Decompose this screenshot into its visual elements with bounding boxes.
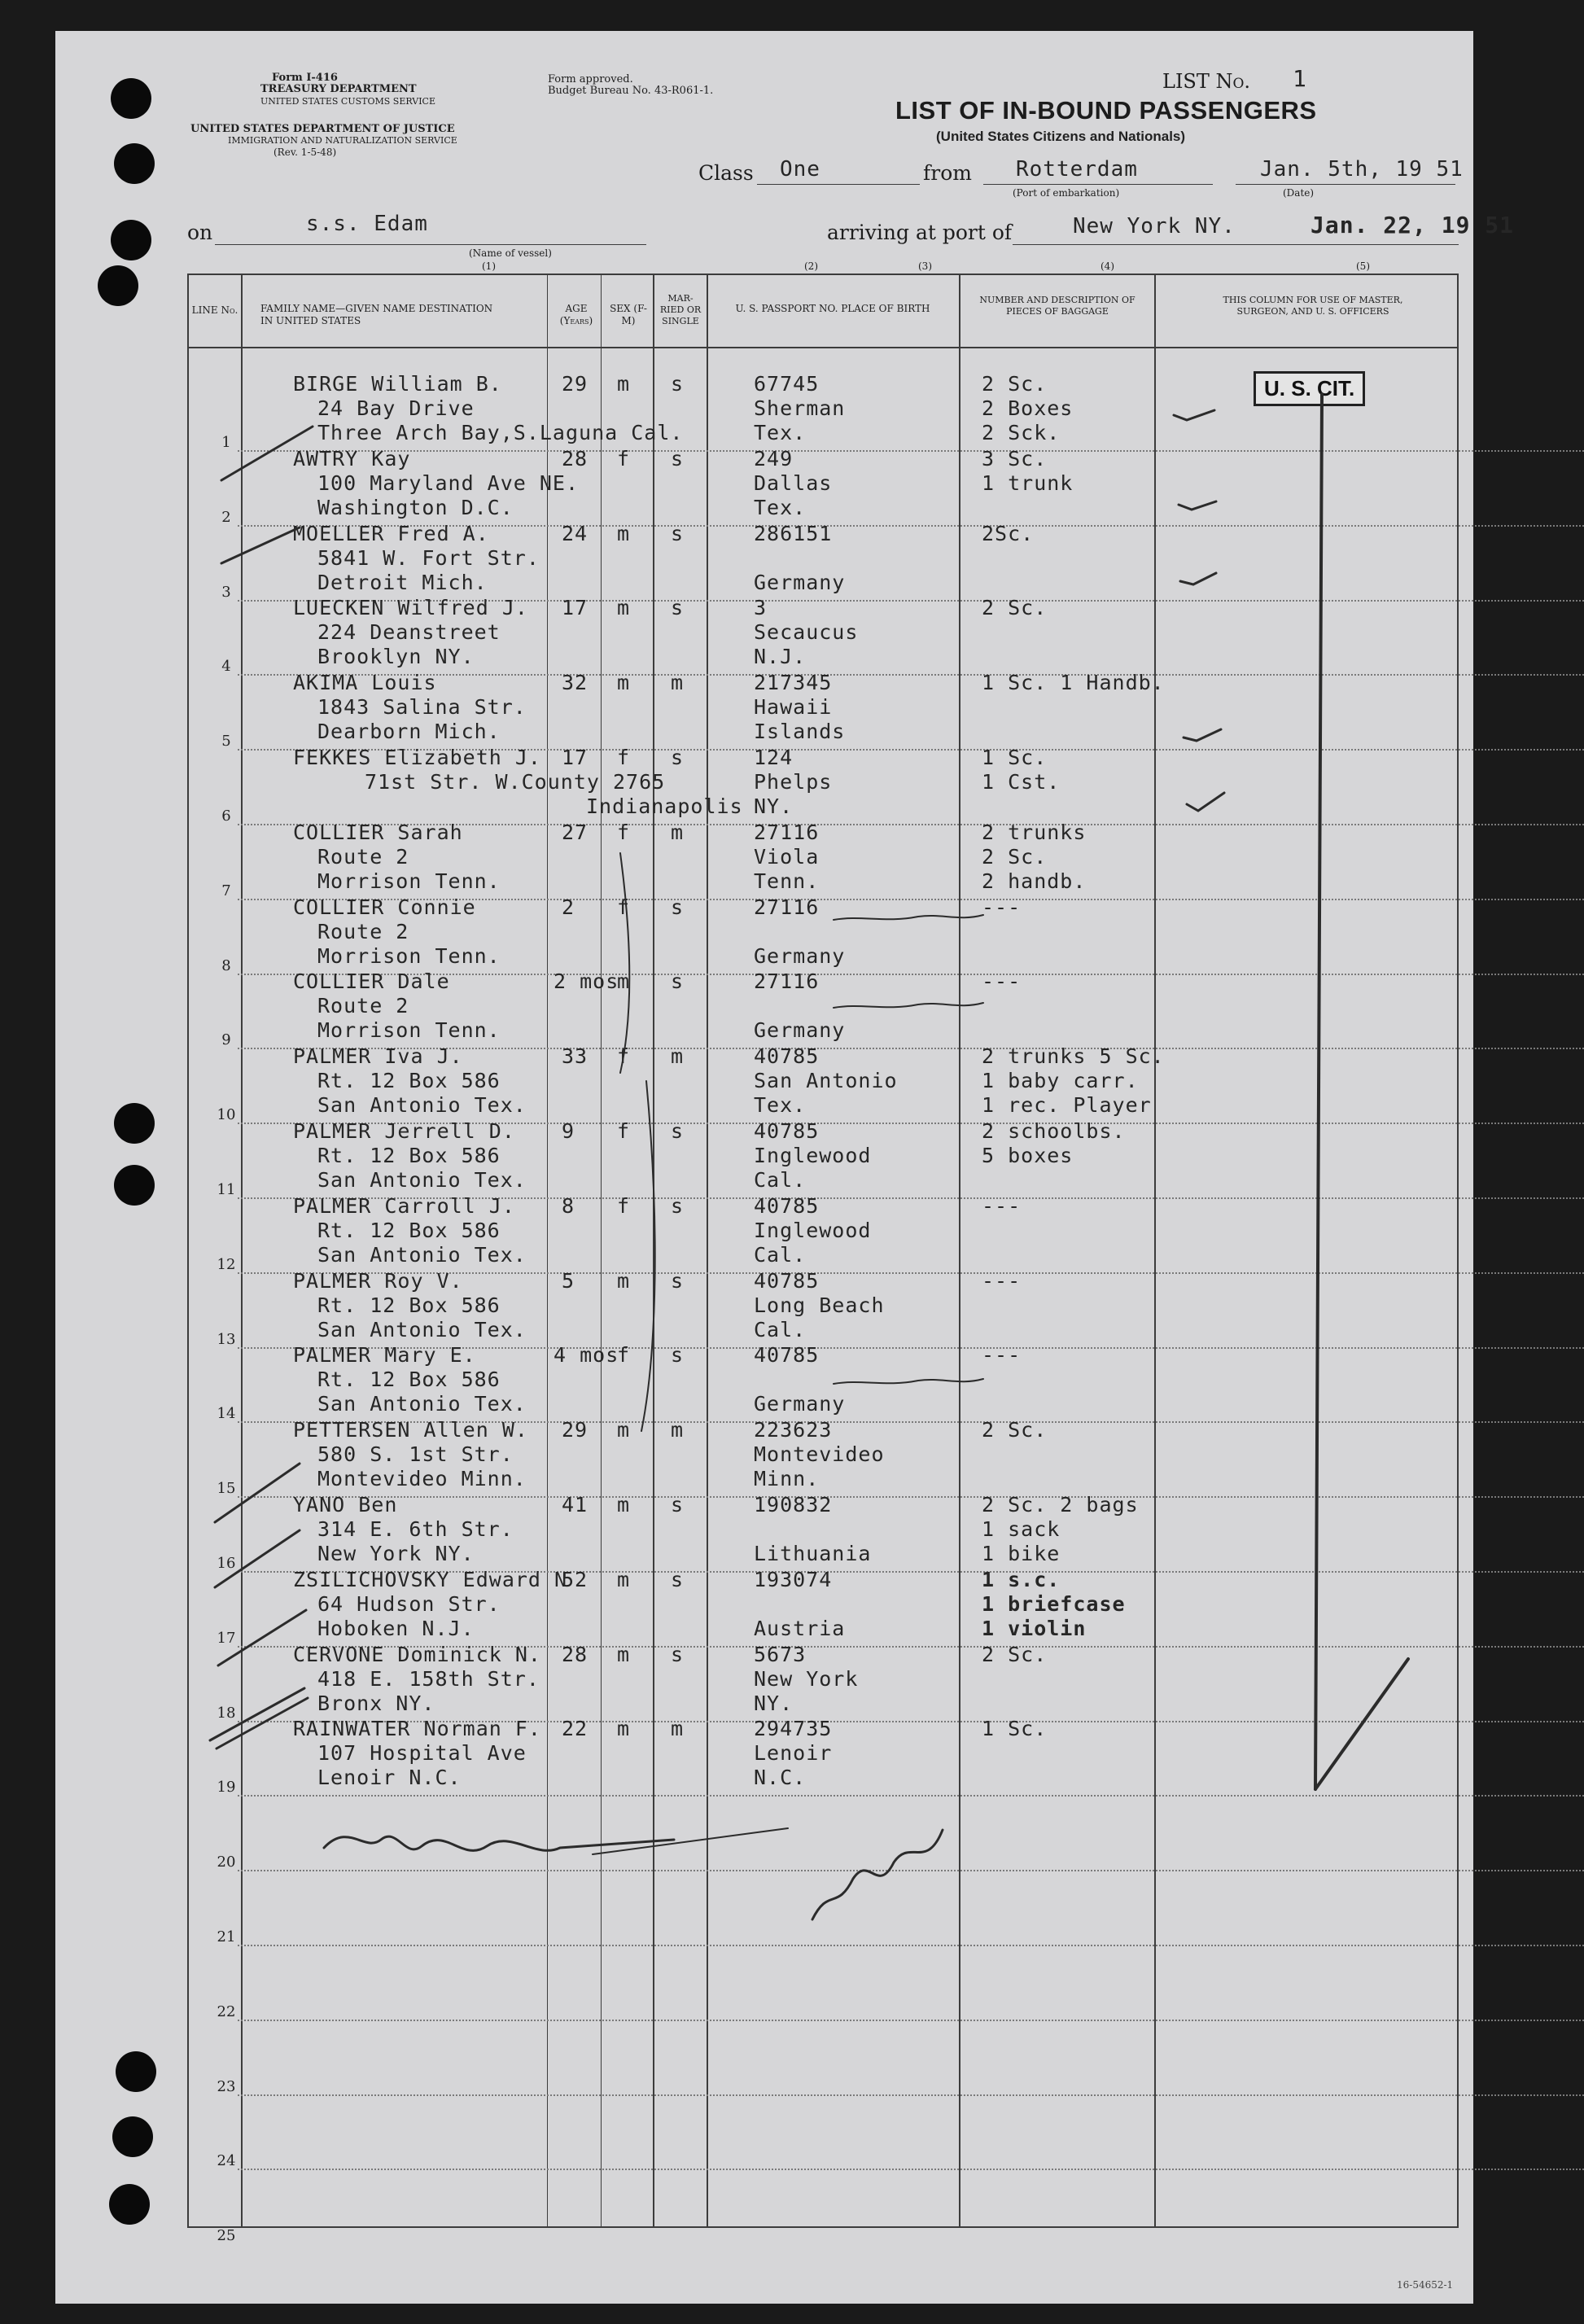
baggage-1: 2 Sc. xyxy=(982,372,1048,396)
line-number: 1 xyxy=(221,434,231,451)
age: 8 xyxy=(562,1193,575,1218)
address-line-1: Rt. 12 Box 586 xyxy=(317,1144,501,1167)
address-line-2: Lenoir N.C. xyxy=(317,1766,462,1790)
address-line-1: 580 S. 1st Str. xyxy=(317,1442,514,1467)
passport-number: 40785 xyxy=(754,1193,820,1218)
date-of-departure: Jan. 5th, 19 51 xyxy=(1260,157,1464,182)
customs-service: UNITED STATES CUSTOMS SERVICE xyxy=(260,96,435,107)
tick-mark xyxy=(218,1610,306,1665)
tick-mark xyxy=(221,427,313,480)
from-value: Rotterdam xyxy=(1016,157,1138,182)
baggage-1: 2 Sc. 2 bags xyxy=(982,1493,1139,1517)
age: 29 xyxy=(562,372,589,396)
passport-number: 3 xyxy=(754,596,768,620)
marital-status: s xyxy=(671,746,685,769)
line-number: 14 xyxy=(217,1405,236,1423)
marital-status: m xyxy=(671,820,685,844)
passenger-name: COLLIER Sarah xyxy=(293,820,463,844)
passenger-name: AKIMA Louis xyxy=(293,671,437,695)
sex: f xyxy=(617,446,631,470)
passport-number: 286151 xyxy=(754,521,833,545)
passport-number: 27116 xyxy=(754,969,820,994)
line-number: 17 xyxy=(217,1629,236,1647)
sex: f xyxy=(617,895,631,919)
port-caption: (Port of embarkation) xyxy=(1013,187,1120,199)
passport-number: 193074 xyxy=(754,1567,833,1591)
sex: m xyxy=(617,372,631,396)
birth-place-2: N.C. xyxy=(754,1766,807,1790)
age: 28 xyxy=(562,446,589,470)
from-label: from xyxy=(923,161,972,185)
passport-number: 223623 xyxy=(754,1418,833,1442)
form-number: Form I-416 xyxy=(272,72,338,84)
baggage-1: 2Sc. xyxy=(982,521,1035,545)
vessel-name: s.s. Edam xyxy=(306,212,428,236)
birth-place-2: Cal. xyxy=(754,1168,807,1192)
baggage-1: 2 schoolbs. xyxy=(982,1119,1126,1143)
tick-mark xyxy=(215,1464,300,1522)
manifest-page xyxy=(55,31,1515,2304)
sex: f xyxy=(617,820,631,844)
address-line-1: Rt. 12 Box 586 xyxy=(317,1069,501,1093)
birth-place-1: Inglewood xyxy=(754,1144,872,1167)
form-approved: Form approved. xyxy=(548,73,633,85)
birth-place-2: NY. xyxy=(754,794,794,818)
address-line-2: San Antonio Tex. xyxy=(317,1093,527,1118)
line-number: 18 xyxy=(217,1704,236,1722)
line-number: 22 xyxy=(217,2002,236,2020)
passport-number: 27116 xyxy=(754,895,820,919)
birth-place-1: Long Beach xyxy=(754,1293,885,1317)
line-number: 4 xyxy=(221,658,231,676)
ins-service: IMMIGRATION AND NATURALIZATION SERVICE xyxy=(228,135,457,146)
age: 2 mos xyxy=(554,969,619,994)
line-number: 19 xyxy=(217,1779,236,1797)
col-num-5: (5) xyxy=(1356,260,1370,272)
age: 52 xyxy=(562,1567,589,1591)
sex: f xyxy=(617,1044,631,1069)
birth-place-1: Montevideo xyxy=(754,1442,885,1467)
birth-place-2: Tenn. xyxy=(754,869,820,893)
sex: m xyxy=(617,1567,631,1591)
line-number: 24 xyxy=(217,2152,236,2170)
address-line-1: 24 Bay Drive xyxy=(317,396,475,420)
col-name: FAMILY NAME—GIVEN NAME DESTINATION IN UNITED STATES xyxy=(260,303,493,326)
passport-number: 40785 xyxy=(754,1044,820,1069)
marital-status: s xyxy=(671,1119,685,1143)
bracket-mark xyxy=(641,1081,655,1431)
address-line-2: Hoboken N.J. xyxy=(317,1616,475,1640)
footer-code: 16-54652-1 xyxy=(1397,2279,1454,2291)
birth-place-1: San Antonio xyxy=(754,1069,898,1093)
baggage-1: 3 Sc. xyxy=(982,446,1048,470)
address-line-1: 71st Str. W.County 2765 xyxy=(365,770,666,794)
marital-status: s xyxy=(671,1567,685,1591)
passport-number: 40785 xyxy=(754,1343,820,1368)
marital-status: s xyxy=(671,446,685,470)
birth-place-1: Secaucus xyxy=(754,620,859,645)
birth-place-2: N.J. xyxy=(754,645,807,669)
passenger-name: PETTERSEN Allen W. xyxy=(293,1418,528,1442)
baggage-1: 1 Sc. 1 Handb. xyxy=(982,671,1165,695)
marital-status: m xyxy=(671,1717,685,1741)
age: 24 xyxy=(562,521,589,545)
list-no-label: LIST No. xyxy=(1162,70,1251,93)
address-line-1: Route 2 xyxy=(317,994,409,1018)
address-line-2: Morrison Tenn. xyxy=(317,869,501,893)
address-line-2: Three Arch Bay,S.Laguna Cal. xyxy=(317,421,684,444)
passenger-name: ZSILICHOVSKY Edward N xyxy=(293,1567,568,1591)
officer-check-icon xyxy=(1315,1659,1408,1789)
sex: f xyxy=(617,1193,631,1218)
baggage-2: 2 Sc. xyxy=(982,844,1048,869)
baggage-1: 2 Sc. xyxy=(982,596,1048,620)
birth-place-1: Hawaii xyxy=(754,695,833,720)
age: 41 xyxy=(562,1493,589,1517)
age: 9 xyxy=(562,1119,575,1143)
sex: f xyxy=(617,746,631,769)
baggage-1: --- xyxy=(982,1268,1022,1293)
col-num-3: (3) xyxy=(918,260,932,272)
birth-place-2: Lithuania xyxy=(754,1542,872,1565)
passenger-name: PALMER Jerrell D. xyxy=(293,1119,515,1143)
age: 4 mos xyxy=(554,1343,619,1368)
line-number: 2 xyxy=(221,508,231,526)
tick-mark xyxy=(210,1688,304,1740)
passenger-name: LUECKEN Wilfred J. xyxy=(293,596,528,620)
birth-place-1: Viola xyxy=(754,844,820,869)
address-line-2: San Antonio Tex. xyxy=(317,1317,527,1341)
address-line-1: Route 2 xyxy=(317,844,409,869)
address-line-2: Brooklyn NY. xyxy=(317,645,475,669)
marital-status: s xyxy=(671,1493,685,1517)
tick-mark xyxy=(217,1698,308,1748)
birth-place-2: Minn. xyxy=(754,1467,820,1491)
passport-number: 190832 xyxy=(754,1493,833,1517)
passenger-name: PALMER Roy V. xyxy=(293,1268,463,1293)
address-line-1: Route 2 xyxy=(317,919,409,943)
passenger-name: PALMER Iva J. xyxy=(293,1044,463,1069)
address-line-2: San Antonio Tex. xyxy=(317,1392,527,1416)
age: 2 xyxy=(562,895,575,919)
passenger-name: BIRGE William B. xyxy=(293,372,502,396)
passport-number: 5673 xyxy=(754,1642,807,1666)
passport-number: 124 xyxy=(754,746,794,769)
age: 17 xyxy=(562,746,589,769)
budget-bureau: Budget Bureau No. 43-R061-1. xyxy=(548,85,714,97)
sex: m xyxy=(617,671,631,695)
marital-status: s xyxy=(671,969,685,994)
birth-place-2: Germany xyxy=(754,943,846,968)
passenger-name: PALMER Mary E. xyxy=(293,1343,476,1368)
baggage-3: 2 handb. xyxy=(982,869,1087,893)
arrival-date: Jan. 22, 19 51 xyxy=(1311,212,1515,239)
marital-status: m xyxy=(671,1044,685,1069)
address-line-2: Morrison Tenn. xyxy=(317,943,501,968)
marital-status: m xyxy=(671,671,685,695)
age: 27 xyxy=(562,820,589,844)
marital-status: m xyxy=(671,1418,685,1442)
col-line-no: LINE No. xyxy=(191,304,238,316)
baggage-2: 1 briefcase xyxy=(982,1591,1126,1616)
age: 32 xyxy=(562,671,589,695)
birth-place-2: Cal. xyxy=(754,1242,807,1267)
list-no-value: 1 xyxy=(1293,65,1307,92)
baggage-1: --- xyxy=(982,1343,1022,1368)
handwritten-note-icon xyxy=(834,1003,983,1008)
marital-status: s xyxy=(671,372,685,396)
revision: (Rev. 1-5-48) xyxy=(273,147,337,158)
baggage-1: 1 Sc. xyxy=(982,1717,1048,1741)
tick-mark xyxy=(215,1530,300,1587)
sex: m xyxy=(617,521,631,545)
line-number: 25 xyxy=(217,2227,236,2245)
baggage-2: 1 sack xyxy=(982,1517,1061,1541)
sex: m xyxy=(617,1418,631,1442)
sex: m xyxy=(617,969,631,994)
passport-number: 249 xyxy=(754,446,794,470)
address-line-2: San Antonio Tex. xyxy=(317,1242,527,1267)
birth-place-2: Cal. xyxy=(754,1317,807,1341)
address-line-2: Indianapolis xyxy=(586,794,743,818)
class-value: One xyxy=(780,157,820,182)
address-line-1: 100 Maryland Ave NE. xyxy=(317,470,580,495)
address-line-2: New York NY. xyxy=(317,1542,475,1565)
baggage-1: --- xyxy=(982,969,1022,994)
col-officers: THIS COLUMN FOR USE OF MASTER, SURGEON, AND U. S. OFFICERS xyxy=(1223,295,1403,317)
address-line-1: 107 Hospital Ave xyxy=(317,1741,527,1766)
baggage-2: 5 boxes xyxy=(982,1144,1074,1167)
us-citizen-stamp: U. S. CIT. xyxy=(1254,371,1365,406)
col-age: AGE (Years) xyxy=(559,303,593,326)
col-married: MAR-RIED OR SINGLE xyxy=(659,293,702,326)
baggage-1: 2 Sc. xyxy=(982,1642,1048,1666)
line-number: 9 xyxy=(221,1031,231,1049)
baggage-1: --- xyxy=(982,1193,1022,1218)
line-number: 15 xyxy=(217,1480,236,1498)
line-number: 16 xyxy=(217,1555,236,1572)
check-icon xyxy=(1184,729,1221,741)
marital-status: s xyxy=(671,1642,685,1666)
page-subtitle: (United States Citizens and Nationals) xyxy=(936,129,1186,144)
birth-place-1: Lenoir xyxy=(754,1741,833,1766)
marital-status: s xyxy=(671,521,685,545)
baggage-2: 2 Boxes xyxy=(982,396,1074,420)
marital-status: s xyxy=(671,596,685,620)
line-number: 3 xyxy=(221,583,231,601)
dept-justice: UNITED STATES DEPARTMENT OF JUSTICE xyxy=(190,123,455,135)
tick-mark xyxy=(221,527,300,563)
address-line-1: 418 E. 158th Str. xyxy=(317,1666,540,1691)
age: 22 xyxy=(562,1717,589,1741)
address-line-1: 224 Deanstreet xyxy=(317,620,501,645)
col-num-1: (1) xyxy=(482,260,496,272)
passenger-name: CERVONE Dominick N. xyxy=(293,1642,541,1666)
birth-place-2: Tex. xyxy=(754,1093,807,1118)
arriving-label: arriving at port of xyxy=(827,221,1013,244)
birth-place-2: Austria xyxy=(754,1616,846,1640)
line-number: 12 xyxy=(217,1255,236,1273)
check-icon xyxy=(1180,573,1216,584)
passenger-name: PALMER Carroll J. xyxy=(293,1193,515,1218)
check-icon xyxy=(1187,793,1224,811)
handwritten-note-icon xyxy=(834,1379,983,1384)
age: 29 xyxy=(562,1418,589,1442)
sex: f xyxy=(617,1119,631,1143)
vessel-caption: (Name of vessel) xyxy=(469,247,552,259)
page-title: LIST OF IN-BOUND PASSENGERS xyxy=(895,96,1317,125)
birth-place-1: Dallas xyxy=(754,470,833,495)
handwritten-marks xyxy=(55,31,1473,2304)
marital-status: s xyxy=(671,1343,685,1368)
address-line-2: Dearborn Mich. xyxy=(317,720,501,744)
col-num-2: (2) xyxy=(804,260,818,272)
line-number: 8 xyxy=(221,956,231,974)
passport-number: 27116 xyxy=(754,820,820,844)
birth-place-1: New York xyxy=(754,1666,859,1691)
passport-number: 67745 xyxy=(754,372,820,396)
passport-number: 217345 xyxy=(754,671,833,695)
birth-place-2: NY. xyxy=(754,1691,794,1715)
baggage-1: 1 Sc. xyxy=(982,746,1048,769)
marital-status: s xyxy=(671,1193,685,1218)
birth-place-1: Inglewood xyxy=(754,1218,872,1242)
passenger-name: YANO Ben xyxy=(293,1493,398,1517)
address-line-2: Bronx NY. xyxy=(317,1691,435,1715)
line-number: 23 xyxy=(217,2077,236,2095)
address-line-1: 64 Hudson Str. xyxy=(317,1591,501,1616)
sex: m xyxy=(617,1493,631,1517)
address-line-1: 5841 W. Fort Str. xyxy=(317,545,540,570)
col-num-4: (4) xyxy=(1100,260,1114,272)
line-number: 13 xyxy=(217,1330,236,1348)
check-icon xyxy=(1174,410,1214,420)
address-line-2: Montevideo Minn. xyxy=(317,1467,527,1491)
col-passport: U. S. PASSPORT NO. PLACE OF BIRTH xyxy=(735,303,930,314)
baggage-1: --- xyxy=(982,895,1022,919)
passport-number: 40785 xyxy=(754,1268,820,1293)
address-line-1: Rt. 12 Box 586 xyxy=(317,1218,501,1242)
passport-number: 294735 xyxy=(754,1717,833,1741)
baggage-1: 2 trunks 5 Sc. xyxy=(982,1044,1165,1069)
line-number: 10 xyxy=(217,1106,236,1124)
address-line-2: Morrison Tenn. xyxy=(317,1018,501,1043)
passenger-name: RAINWATER Norman F. xyxy=(293,1717,541,1741)
birth-place-2: Germany xyxy=(754,1018,846,1043)
age: 33 xyxy=(562,1044,589,1069)
line-number: 20 xyxy=(217,1854,236,1871)
baggage-3: 1 violin xyxy=(982,1616,1087,1640)
baggage-1: 1 s.c. xyxy=(982,1567,1061,1591)
line-number: 11 xyxy=(217,1181,236,1198)
birth-place-2: Germany xyxy=(754,1392,846,1416)
class-label: Class xyxy=(698,161,754,185)
baggage-3: 1 rec. Player xyxy=(982,1093,1152,1118)
sex: m xyxy=(617,1717,631,1741)
baggage-3: 1 bike xyxy=(982,1542,1061,1565)
birth-place-1: Sherman xyxy=(754,396,846,420)
passenger-name: FEKKES Elizabeth J. xyxy=(293,746,541,769)
passport-number: 40785 xyxy=(754,1119,820,1143)
baggage-2: 1 Cst. xyxy=(982,770,1061,794)
col-sex: SEX (F-M) xyxy=(610,303,647,326)
sex: m xyxy=(617,1268,631,1293)
passenger-name: MOELLER Fred A. xyxy=(293,521,489,545)
officer-vertical-line xyxy=(1315,394,1322,1789)
signature-icon xyxy=(593,1828,788,1854)
baggage-2: 1 baby carr. xyxy=(982,1069,1139,1093)
marital-status: s xyxy=(671,895,685,919)
marital-status: s xyxy=(671,1268,685,1293)
address-line-1: 1843 Salina Str. xyxy=(317,695,527,720)
passenger-name: COLLIER Dale xyxy=(293,969,450,994)
baggage-1: 2 trunks xyxy=(982,820,1087,844)
address-line-2: Detroit Mich. xyxy=(317,570,488,594)
line-number: 21 xyxy=(217,1928,236,1945)
baggage-3: 2 Sck. xyxy=(982,421,1061,444)
initials-icon xyxy=(812,1830,943,1919)
date-caption: (Date) xyxy=(1283,187,1315,199)
sex: f xyxy=(617,1343,631,1368)
dept-treasury: TREASURY DEPARTMENT xyxy=(260,83,417,95)
col-baggage: NUMBER AND DESCRIPTION OF PIECES OF BAGGAGE xyxy=(979,295,1135,317)
baggage-2: 1 trunk xyxy=(982,470,1074,495)
line-number: 6 xyxy=(221,807,231,825)
birth-place-2: Tex. xyxy=(754,421,807,444)
passenger-name: COLLIER Connie xyxy=(293,895,476,919)
address-line-1: Rt. 12 Box 586 xyxy=(317,1293,501,1317)
birth-place-2: Germany xyxy=(754,570,846,594)
sex: m xyxy=(617,596,631,620)
check-icon xyxy=(1179,501,1216,510)
on-label: on xyxy=(187,221,213,244)
age: 17 xyxy=(562,596,589,620)
arrival-port: New York NY. xyxy=(1073,214,1236,239)
bracket-mark xyxy=(620,853,629,1073)
passenger-name: AWTRY Kay xyxy=(293,446,411,470)
birth-place-1: Phelps xyxy=(754,770,833,794)
address-line-1: Rt. 12 Box 586 xyxy=(317,1368,501,1392)
baggage-1: 2 Sc. xyxy=(982,1418,1048,1442)
sex: m xyxy=(617,1642,631,1666)
address-line-2: San Antonio Tex. xyxy=(317,1168,527,1192)
line-number: 7 xyxy=(221,882,231,899)
signature-icon xyxy=(324,1836,674,1850)
birth-place-2: Islands xyxy=(754,720,846,744)
address-line-2: Washington D.C. xyxy=(317,495,514,519)
line-number: 5 xyxy=(221,733,231,751)
birth-place-2: Tex. xyxy=(754,495,807,519)
address-line-1: 314 E. 6th Str. xyxy=(317,1517,514,1541)
age: 5 xyxy=(562,1268,575,1293)
handwritten-note-icon xyxy=(834,915,983,920)
age: 28 xyxy=(562,1642,589,1666)
